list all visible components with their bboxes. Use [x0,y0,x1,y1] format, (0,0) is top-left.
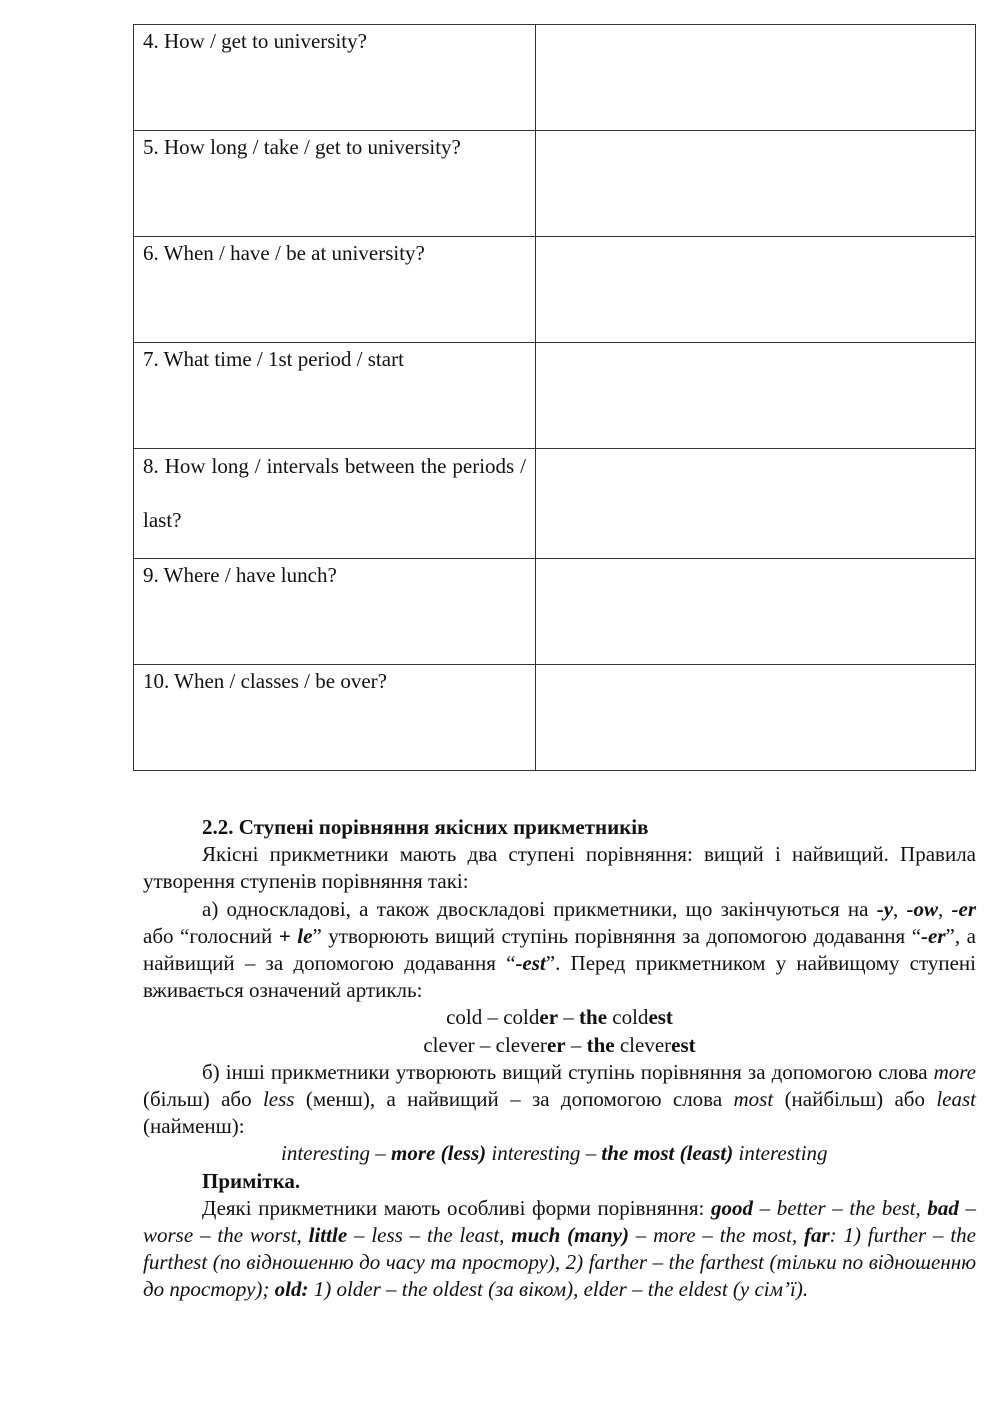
answer-cell [536,237,976,343]
question-cell: 10. When / classes / be over? [134,665,536,771]
example-cold: cold – colder – the coldest [446,1005,673,1030]
table-row [134,449,976,559]
example-clever: clever – cleverer – the cleverest [423,1032,696,1057]
grammar-section [143,814,976,1304]
answer-cell [536,25,976,131]
answer-cell [536,131,976,237]
question-cell: 4. How / get to university? [134,25,536,131]
section-title: 2.2. Ступені порівняння якісних прикметників [202,815,649,839]
example-interesting: interesting – more (less) interesting – the most (least) interesting [281,1141,828,1166]
question-cell: 9. Where / have lunch? [134,559,536,665]
table-row [134,237,976,343]
note-title: Примітка. [202,1168,301,1193]
table-row [134,665,976,771]
answer-cell [536,559,976,665]
table-row [134,343,976,449]
rule-a-paragraph: а) односкладові, а також двоскладові прикметники, що закінчуються на -y, -ow, -er або “голосний + le” утворюють вищий ступінь порівняння за допомогою додавання “-er”, а найвищий – за допомогою додавання “-est”. Перед прикметником у найвищому ступені вживається означений артикль: [143,896,977,1003]
question-cell: 6. When / have / be at university? [134,237,536,343]
question-text: 8. How long / intervals between the periods / last? [143,454,526,532]
rule-b-paragraph: б) інші прикметники утворюють вищий ступінь порівняння за допомогою слова more (більш) або less (менш), а найвищий – за допомогою слова most (найбільш) або least (найменш): [143,1059,976,1139]
question-cell [134,449,536,559]
answer-cell [536,449,976,559]
table-row [134,559,976,665]
questions-table [133,24,976,771]
table-row [134,25,976,131]
question-cell: 7. What time / 1st period / start [134,343,536,449]
answer-cell [536,665,976,771]
question-cell: 5. How long / take / get to university? [134,131,536,237]
intro-paragraph: Якісні прикметники мають два ступені порівняння: вищий і найвищий. Правила утворення ступенів порівняння такі: [143,842,976,894]
answer-cell [536,343,976,449]
table-row [134,131,976,237]
note-paragraph: Деякі прикметники мають особливі форми порівняння: good – better – the best, bad – worse – the worst, little – less – the least, much (many) – more – the most, far: 1) further – the furthest (по відношенню до часу та простору), 2) farther – the farthest (тільки по відношенню до простору); old: 1) older – the oldest (за віком), elder – the eldest (у сім’ї). [143,1195,977,1302]
